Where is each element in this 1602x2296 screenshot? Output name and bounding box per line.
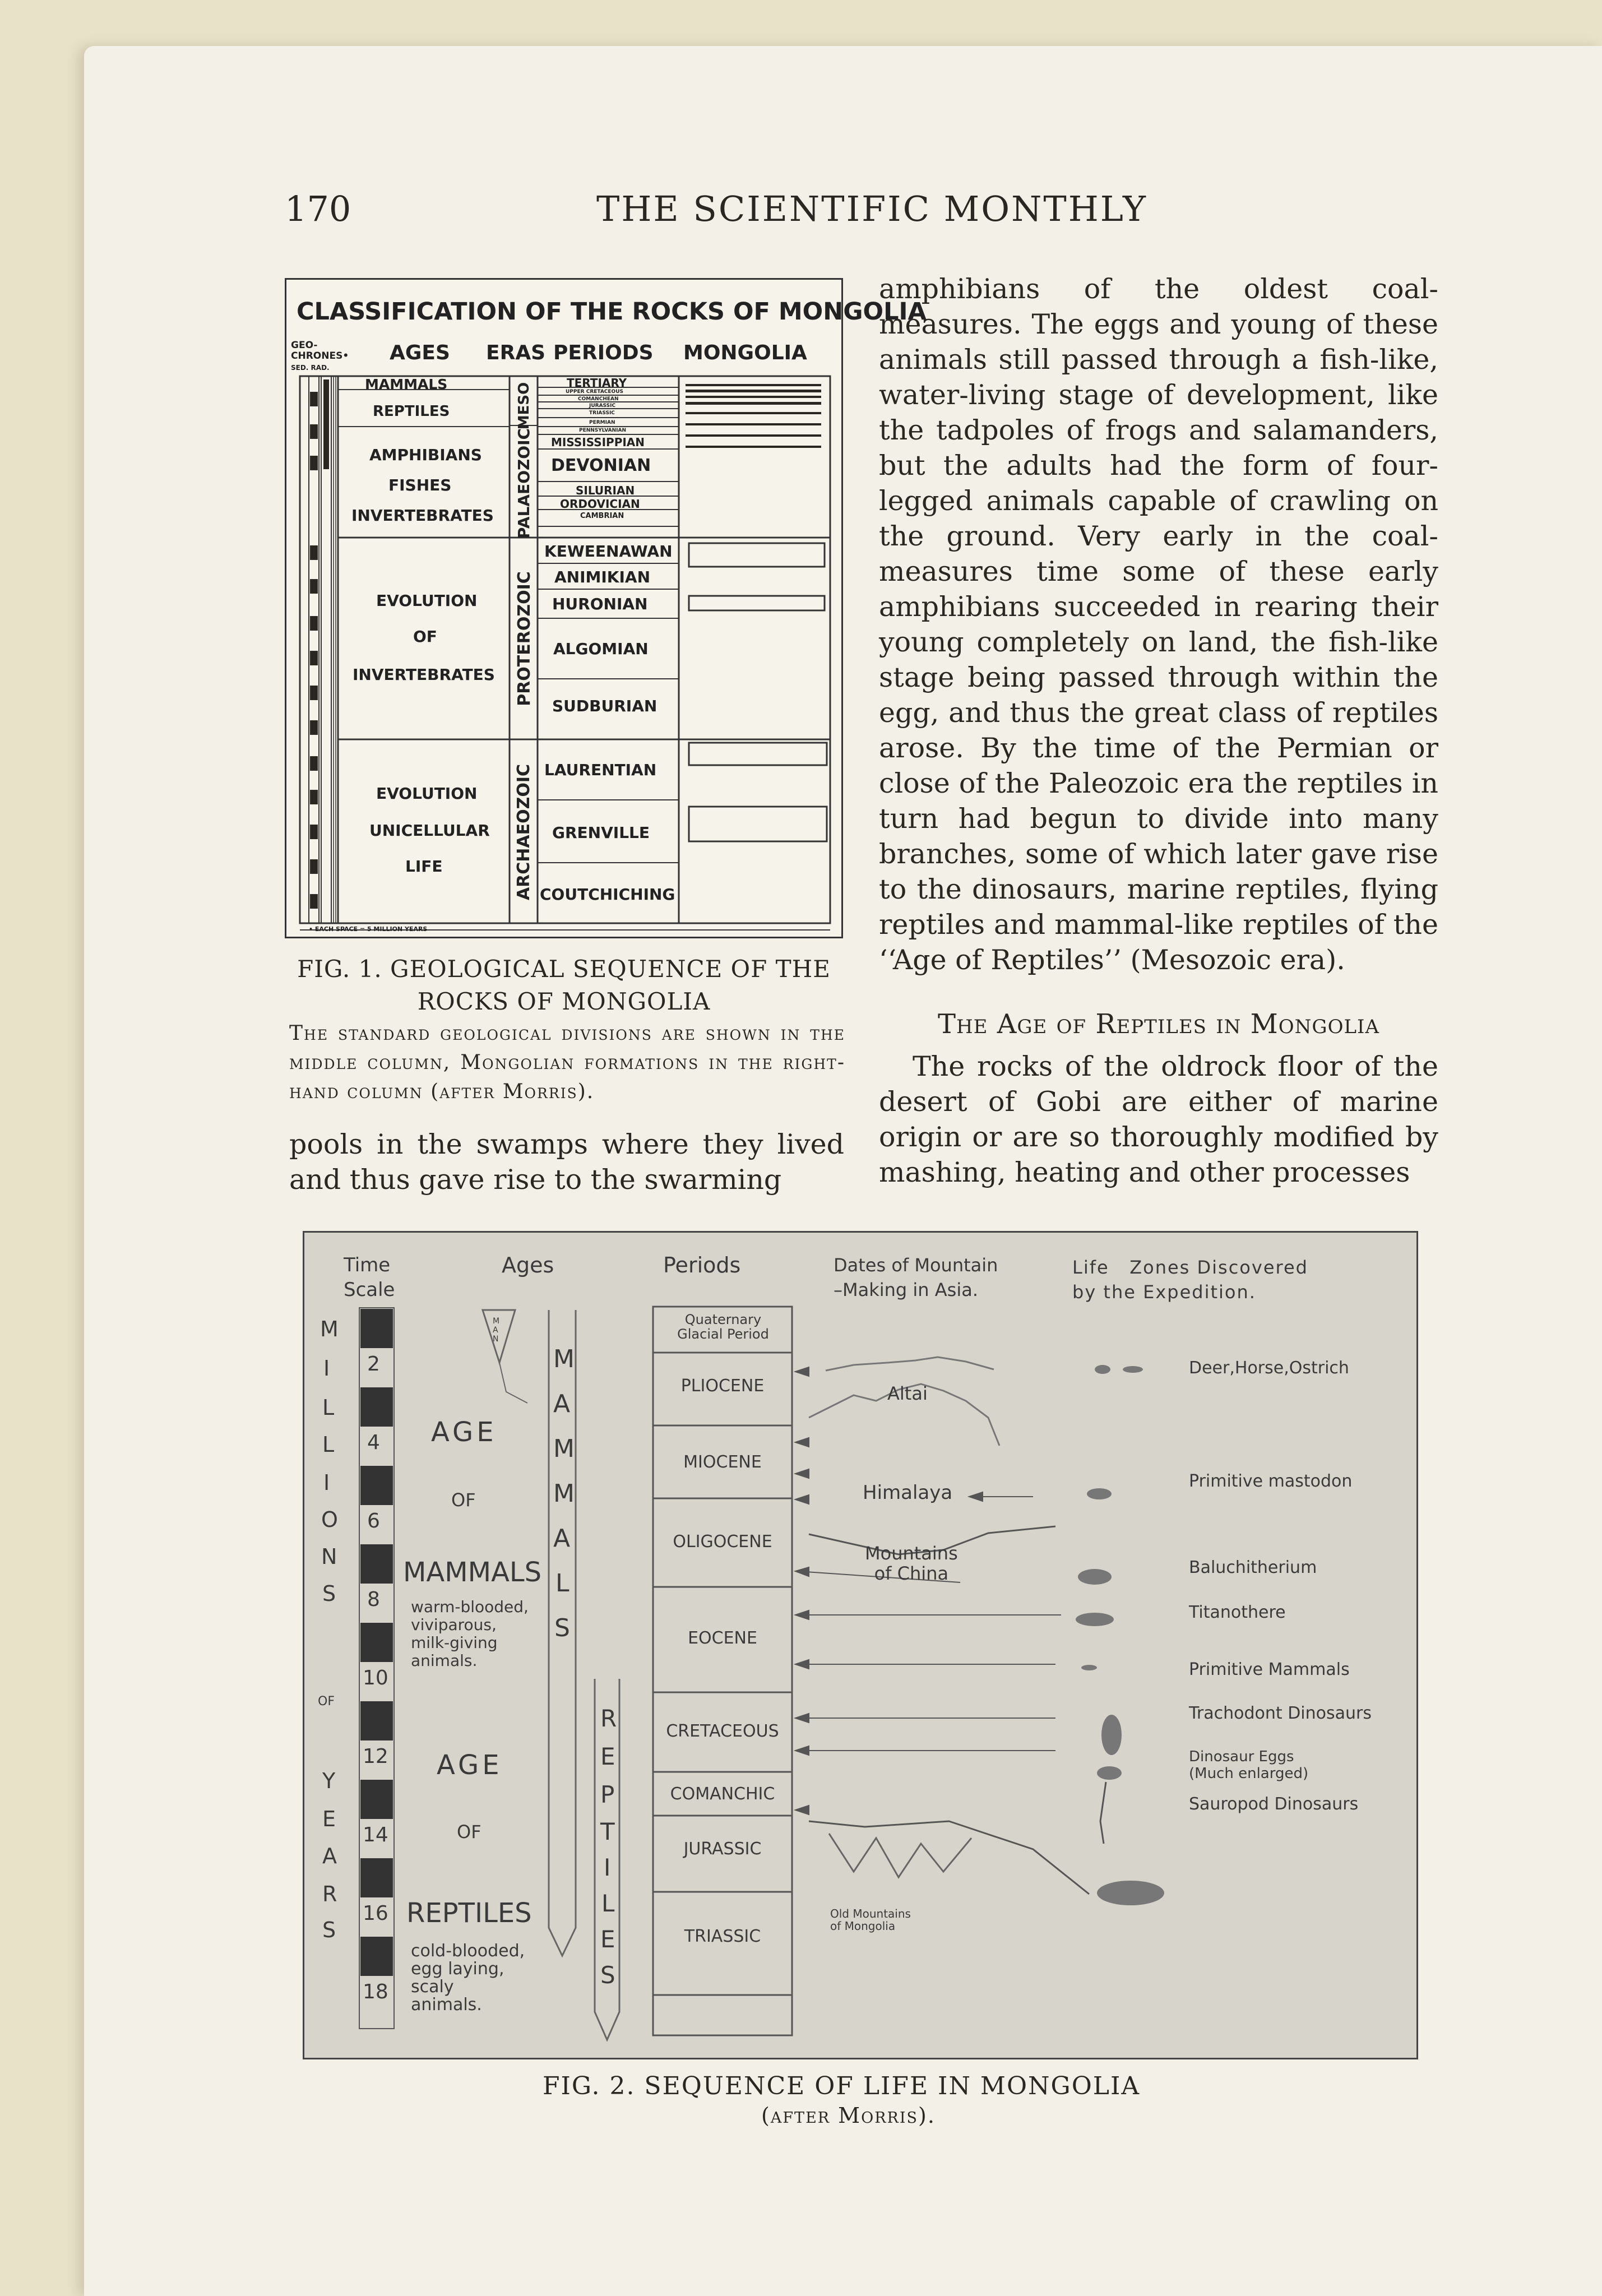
fig2-period-quaternary: Quaternary Glacial Period [677, 1312, 769, 1342]
fig2-side-s2: S [322, 1918, 336, 1942]
fig2-age-reptiles-2: OF [457, 1821, 481, 1843]
fig1-period-ordovician: ORDOVICIAN [560, 497, 640, 511]
page-number: 170 [285, 188, 351, 229]
fig2-scale-10: 10 [363, 1667, 388, 1689]
fig1-age-unicellular: UNICELLULAR [369, 821, 490, 840]
fig2-mountain-china: Mountains of China [865, 1543, 958, 1584]
fig2-scale-14: 14 [363, 1823, 388, 1846]
fig1-age-mammals: MAMMALS [365, 376, 448, 392]
fig2-vert-reptiles-4: I [604, 1854, 611, 1881]
fig1-period-sudburian: SUDBURIAN [552, 697, 658, 715]
fig1-age-evolution: EVOLUTION [376, 591, 478, 610]
fig1-title: CLASSIFICATION OF THE ROCKS OF MONGOLIA [297, 298, 927, 326]
fig1-period-devonian: DEVONIAN [551, 456, 651, 475]
fig2-age-reptiles-desc: cold-blooded, egg laying, scaly animals. [411, 1941, 525, 2015]
fig2-mountain-himalaya: Himalaya [863, 1482, 953, 1504]
fig2-caption-sub: (after Morris). [761, 2103, 936, 2128]
fig2-scale-16: 16 [363, 1902, 388, 1925]
fig2-life-primitive-mammals: Primitive Mammals [1189, 1660, 1350, 1679]
fig2-man-label: MAN [493, 1317, 500, 1344]
fig2-life-deer: Deer,Horse,Ostrich [1189, 1358, 1349, 1378]
fig2-scale-6: 6 [367, 1510, 380, 1533]
left-column [289, 1127, 844, 1197]
fig1-age-life: LIFE [405, 857, 443, 876]
fig2-side-a: A [322, 1844, 337, 1868]
fig2-life-titanothere: Titanothere [1189, 1603, 1286, 1622]
right-para-1: amphibians of the oldest coal-measures. The eggs and young of these animals still passed through a fish-like, water-living stage of development, like the tadpoles of frogs and salamanders, but the adults had the form of four-legged animals capable of crawling on the ground. Very early in the coal-measures time some of these early amphibians succeeded in rearing their young completely on land, the fish-like stage being passed through within the egg, and thus the great class of reptiles arose. By the time of the Permian or close of the Paleozoic era the reptiles in turn had begun to divide into many branches, some of which later gave rise to the dinosaurs, marine reptiles, flying reptiles and mammal-like reptiles of the ‘‘Age of Reptiles’’ (Mesozoic era). [879, 273, 1438, 976]
fig2-life-trachodont: Trachodont Dinosaurs [1189, 1704, 1372, 1723]
fig2-side-l2: L [322, 1432, 335, 1457]
fig2-vert-reptiles-2: P [600, 1781, 615, 1808]
fig2-vert-mammals-0: M [553, 1345, 575, 1373]
fig2-vert-reptiles-0: R [600, 1705, 617, 1732]
fig2-vert-mammals-5: L [555, 1569, 570, 1598]
fig2-side-l: L [322, 1395, 335, 1420]
fig2-period-comanchic: COMANCHIC [670, 1784, 775, 1804]
fig1-period-mississippian: MISSISSIPPIAN [551, 436, 645, 449]
fig2-vert-mammals-6: S [554, 1614, 570, 1642]
right-column [879, 271, 1438, 1190]
running-head [285, 188, 1602, 233]
fig1-period-tertiary: TERTIARY [567, 376, 627, 390]
figure-2-chart [303, 1231, 1418, 2059]
fig2-header-time-scale: Time Scale [344, 1254, 395, 1301]
fig2-vert-mammals-1: A [553, 1390, 571, 1418]
fig2-vert-reptiles-6: E [600, 1925, 615, 1953]
fig2-period-miocene: MIOCENE [683, 1452, 762, 1472]
fig1-period-comanchean: COMANCHEAN [578, 396, 619, 402]
fig2-vert-mammals-2: M [553, 1434, 575, 1463]
fig1-age-invertebrates: INVERTEBRATES [351, 506, 494, 525]
fig1-header-mongolia: MONGOLIA [683, 341, 807, 364]
fig2-side-s: S [322, 1581, 336, 1606]
fig2-side-m: M [320, 1317, 339, 1341]
fig1-age-amphibians: AMPHIBIANS [369, 446, 482, 464]
fig1-caption-title: FIG. 1. GEOLOGICAL SEQUENCE OF THE ROCKS OF MONGOLIA [297, 955, 831, 1015]
fig2-period-jurassic: JURASSIC [683, 1839, 762, 1859]
fig2-age-mammals-1: AGE [431, 1417, 497, 1448]
fig1-era-meso: MESO [516, 382, 533, 430]
fig2-vert-mammals-4: A [553, 1524, 571, 1553]
fig2-age-reptiles-3: REPTILES [406, 1897, 532, 1929]
fig2-side-r: R [322, 1882, 337, 1906]
fig1-age-reptiles: REPTILES [373, 403, 450, 420]
fig2-period-oligocene: OLIGOCENE [673, 1532, 772, 1552]
fig1-period-triassic: TRIASSIC [589, 410, 615, 416]
fig2-mountain-mongolia: Old Mountains of Mongolia [830, 1907, 911, 1933]
fig1-header-eras: ERAS [486, 341, 546, 364]
fig2-vert-reptiles-1: E [600, 1743, 615, 1770]
fig2-scale-8: 8 [367, 1588, 380, 1611]
fig1-period-huronian: HURONIAN [552, 595, 648, 613]
fig2-side-n: N [321, 1544, 337, 1569]
fig2-side-e: E [322, 1807, 336, 1831]
section-heading: The Age of Reptiles in Mongolia [937, 1008, 1380, 1040]
fig1-period-laurentian: LAURENTIAN [544, 761, 657, 779]
fig2-side-y: Y [322, 1769, 336, 1793]
fig2-period-eocene: EOCENE [688, 1628, 757, 1648]
journal-title: THE SCIENTIFIC MONTHLY [596, 188, 1147, 229]
fig2-side-i2: I [323, 1470, 330, 1495]
fig1-age-of: OF [413, 627, 437, 646]
fig1-header-periods: PERIODS [553, 341, 654, 364]
fig2-scale-18: 18 [363, 1980, 388, 2003]
fig1-period-pennsylvanian: PENNSYLVANIAN [579, 428, 627, 433]
fig2-life-mastodon: Primitive mastodon [1189, 1471, 1353, 1491]
fig2-age-reptiles-1: AGE [437, 1749, 503, 1781]
fig2-vert-reptiles-3: T [600, 1818, 615, 1845]
fig2-life-baluchitherium: Baluchitherium [1189, 1558, 1317, 1577]
fig2-side-o: O [321, 1507, 338, 1532]
fig1-caption-text: The standard geological divisions are shown in the middle column, Mongolian formations in the right-hand column (after Morris). [289, 1022, 845, 1103]
fig2-period-cretaceous: CRETACEOUS [666, 1721, 779, 1741]
fig2-header-ages: Ages [502, 1253, 554, 1277]
fig1-sed-rad: SED. RAD. [291, 364, 330, 372]
fig1-era-palaeozoic: PALAEOZOIC [515, 428, 534, 539]
fig1-period-algomian: ALGOMIAN [553, 640, 649, 658]
fig2-vert-reptiles-7: S [600, 1961, 615, 1989]
fig2-scale-12: 12 [363, 1745, 388, 1768]
fig2-caption-title: FIG. 2. SEQUENCE OF LIFE IN MONGOLIA [543, 2072, 1141, 2100]
fig2-header-dates: Dates of Mountain –Making in Asia. [834, 1255, 998, 1300]
fig1-period-upper-cretaceous: UPPER CRETACEOUS [566, 389, 623, 395]
fig1-age-evolution-2: EVOLUTION [376, 784, 478, 803]
fig1-period-keweenawan: KEWEENAWAN [544, 542, 673, 561]
fig2-vert-mammals-3: M [553, 1479, 575, 1508]
fig1-header-ages: AGES [390, 341, 450, 364]
right-para-2: The rocks of the oldrock floor of the desert of Gobi are either of marine origin or are so thoroughly modified by mashing, heating and other processes [879, 1050, 1438, 1188]
fig2-side-i: I [323, 1356, 330, 1381]
fig2-header-periods: Periods [663, 1253, 741, 1277]
fig2-age-mammals-3: MAMMALS [403, 1557, 542, 1588]
fig1-period-permian: PERMIAN [589, 420, 615, 425]
fig1-age-invertebrates-2: INVERTEBRATES [353, 665, 495, 684]
fig2-scale-4: 4 [367, 1431, 380, 1454]
fig2-scale-2: 2 [367, 1353, 380, 1376]
fig1-footnote: • EACH SPACE = 5 MILLION YEARS [309, 925, 428, 933]
fig2-age-mammals-2: OF [451, 1489, 476, 1511]
fig1-geochrones: GEO- CHRONES• [291, 340, 349, 362]
fig2-mountain-altai: Altai [887, 1383, 928, 1404]
left-para: pools in the swamps where they lived and thus gave rise to the swarming [289, 1128, 844, 1196]
fig2-life-sauropod: Sauropod Dinosaurs [1189, 1794, 1359, 1814]
fig1-age-fishes: FISHES [388, 476, 452, 494]
fig2-side-of: OF [318, 1695, 335, 1709]
fig2-period-triassic: TRIASSIC [684, 1927, 761, 1946]
fig2-life-eggs: Dinosaur Eggs (Much enlarged) [1189, 1748, 1309, 1782]
fig1-period-coutchiching: COUTCHICHING [540, 885, 675, 904]
fig1-period-silurian: SILURIAN [576, 484, 635, 497]
fig2-period-pliocene: PLIOCENE [680, 1376, 765, 1396]
fig2-header-life-zones: Life Zones Discovered by the Expedition. [1072, 1257, 1308, 1303]
fig1-period-animikian: ANIMIKIAN [554, 568, 651, 586]
fig2-vert-reptiles-5: L [601, 1890, 615, 1917]
fig1-era-archaeozoic: ARCHAEOZOIC [514, 763, 534, 900]
fig1-period-cambrian: CAMBRIAN [580, 512, 624, 520]
fig1-period-grenville: GRENVILLE [552, 823, 650, 842]
figure-1-chart [285, 278, 927, 938]
fig2-age-mammals-desc: warm-blooded, viviparous, milk-giving animals. [411, 1598, 529, 1670]
fig1-era-proterozoic: PROTEROZOIC [514, 571, 534, 706]
fig1-period-jurassic: JURASSIC [589, 403, 616, 409]
